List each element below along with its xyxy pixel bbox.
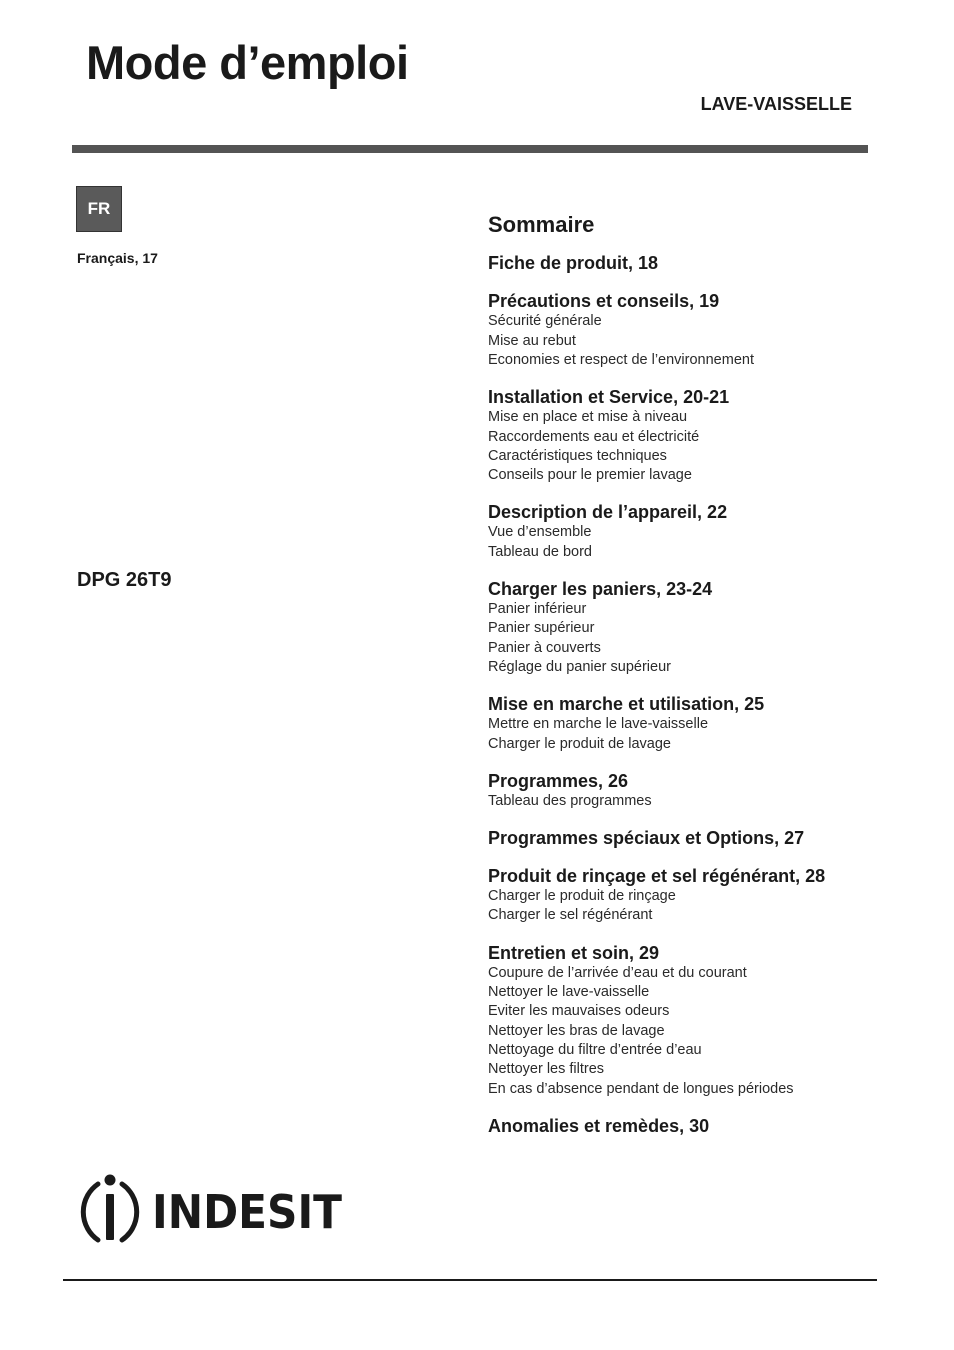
toc-subitem: Coupure de l’arrivée d’eau et du courant: [488, 964, 747, 981]
toc-section: [488, 1115, 888, 1137]
toc-section: [488, 578, 888, 677]
toc-subitem: Nettoyer les bras de lavage: [488, 1022, 665, 1039]
toc-section-title: Programmes spéciaux et Options, 27: [488, 828, 805, 849]
brand-wordmark: INDESIT: [152, 1185, 343, 1239]
toc-subitem: Panier supérieur: [488, 620, 595, 637]
toc-subitem: Nettoyer les filtres: [488, 1061, 605, 1078]
toc-subitem: Charger le produit de rinçage: [488, 888, 676, 905]
toc-section-title: Entretien et soin, 29: [488, 942, 660, 963]
table-of-contents: [488, 212, 888, 1153]
toc-subitem: Panier inférieur: [488, 601, 587, 618]
toc-subitem: Nettoyer le lave-vaisselle: [488, 984, 650, 1001]
toc-subitem: Charger le sel régénérant: [488, 907, 653, 924]
toc-subitem: Conseils pour le premier lavage: [488, 467, 692, 484]
toc-section-title: Description de l’appareil, 22: [488, 502, 728, 523]
toc-subitem: Mettre en marche le lave-vaisselle: [488, 716, 709, 733]
page-title: Mode d’emploi: [86, 36, 409, 89]
toc-section-title: Anomalies et remèdes, 30: [488, 1115, 710, 1136]
toc-subitem: Eviter les mauvaises odeurs: [488, 1003, 670, 1020]
toc-subitem: Panier à couverts: [488, 639, 601, 656]
toc-subitem: Réglage du panier supérieur: [488, 658, 671, 675]
toc-section: [488, 827, 888, 849]
language-page-reference: Français, 17: [77, 250, 158, 266]
toc-section-title: Fiche de produit, 18: [488, 253, 659, 274]
toc-section: [488, 770, 888, 811]
toc-section: [488, 386, 888, 485]
toc-subitem: Charger le produit de lavage: [488, 735, 671, 752]
model-number: DPG 26T9: [77, 569, 172, 591]
toc-subitem: Tableau de bord: [488, 543, 592, 560]
toc-sections: [488, 252, 888, 1136]
toc-section-title: Produit de rinçage et sel régénérant, 28: [488, 866, 826, 887]
toc-section-title: Charger les paniers, 23-24: [488, 579, 713, 600]
toc-subitem: Raccordements eau et électricité: [488, 428, 700, 445]
toc-section-title: Installation et Service, 20-21: [488, 387, 730, 408]
toc-subitem: En cas d’absence pendant de longues périodes: [488, 1080, 794, 1097]
toc-subitem: Tableau des programmes: [488, 792, 652, 809]
toc-section: [488, 501, 888, 562]
toc-subitem: Mise au rebut: [488, 332, 576, 349]
language-badge: FR: [76, 186, 122, 232]
toc-subitem: Vue d’ensemble: [488, 524, 592, 541]
toc-section-title: Précautions et conseils, 19: [488, 291, 720, 312]
toc-heading: Sommaire: [488, 212, 595, 237]
toc-subitem: Nettoyage du filtre d’entrée d’eau: [488, 1041, 702, 1058]
toc-section: [488, 865, 888, 926]
toc-subitem: Mise en place et mise à niveau: [488, 409, 688, 426]
toc-section-title: Programmes, 26: [488, 770, 629, 791]
toc-section: [488, 290, 888, 370]
toc-subitem: Economies et respect de l’environnement: [488, 351, 754, 368]
footer-divider: [63, 1279, 877, 1281]
product-category: LAVE-VAISSELLE: [700, 94, 852, 114]
indesit-logo-icon: [72, 1170, 347, 1246]
toc-section: [488, 942, 888, 1099]
toc-subitem: Caractéristiques techniques: [488, 447, 667, 464]
header-divider: [72, 145, 868, 153]
toc-section-title: Mise en marche et utilisation, 25: [488, 694, 765, 715]
toc-subitem: Sécurité générale: [488, 313, 602, 330]
toc-section: [488, 693, 888, 754]
toc-section: [488, 252, 888, 274]
